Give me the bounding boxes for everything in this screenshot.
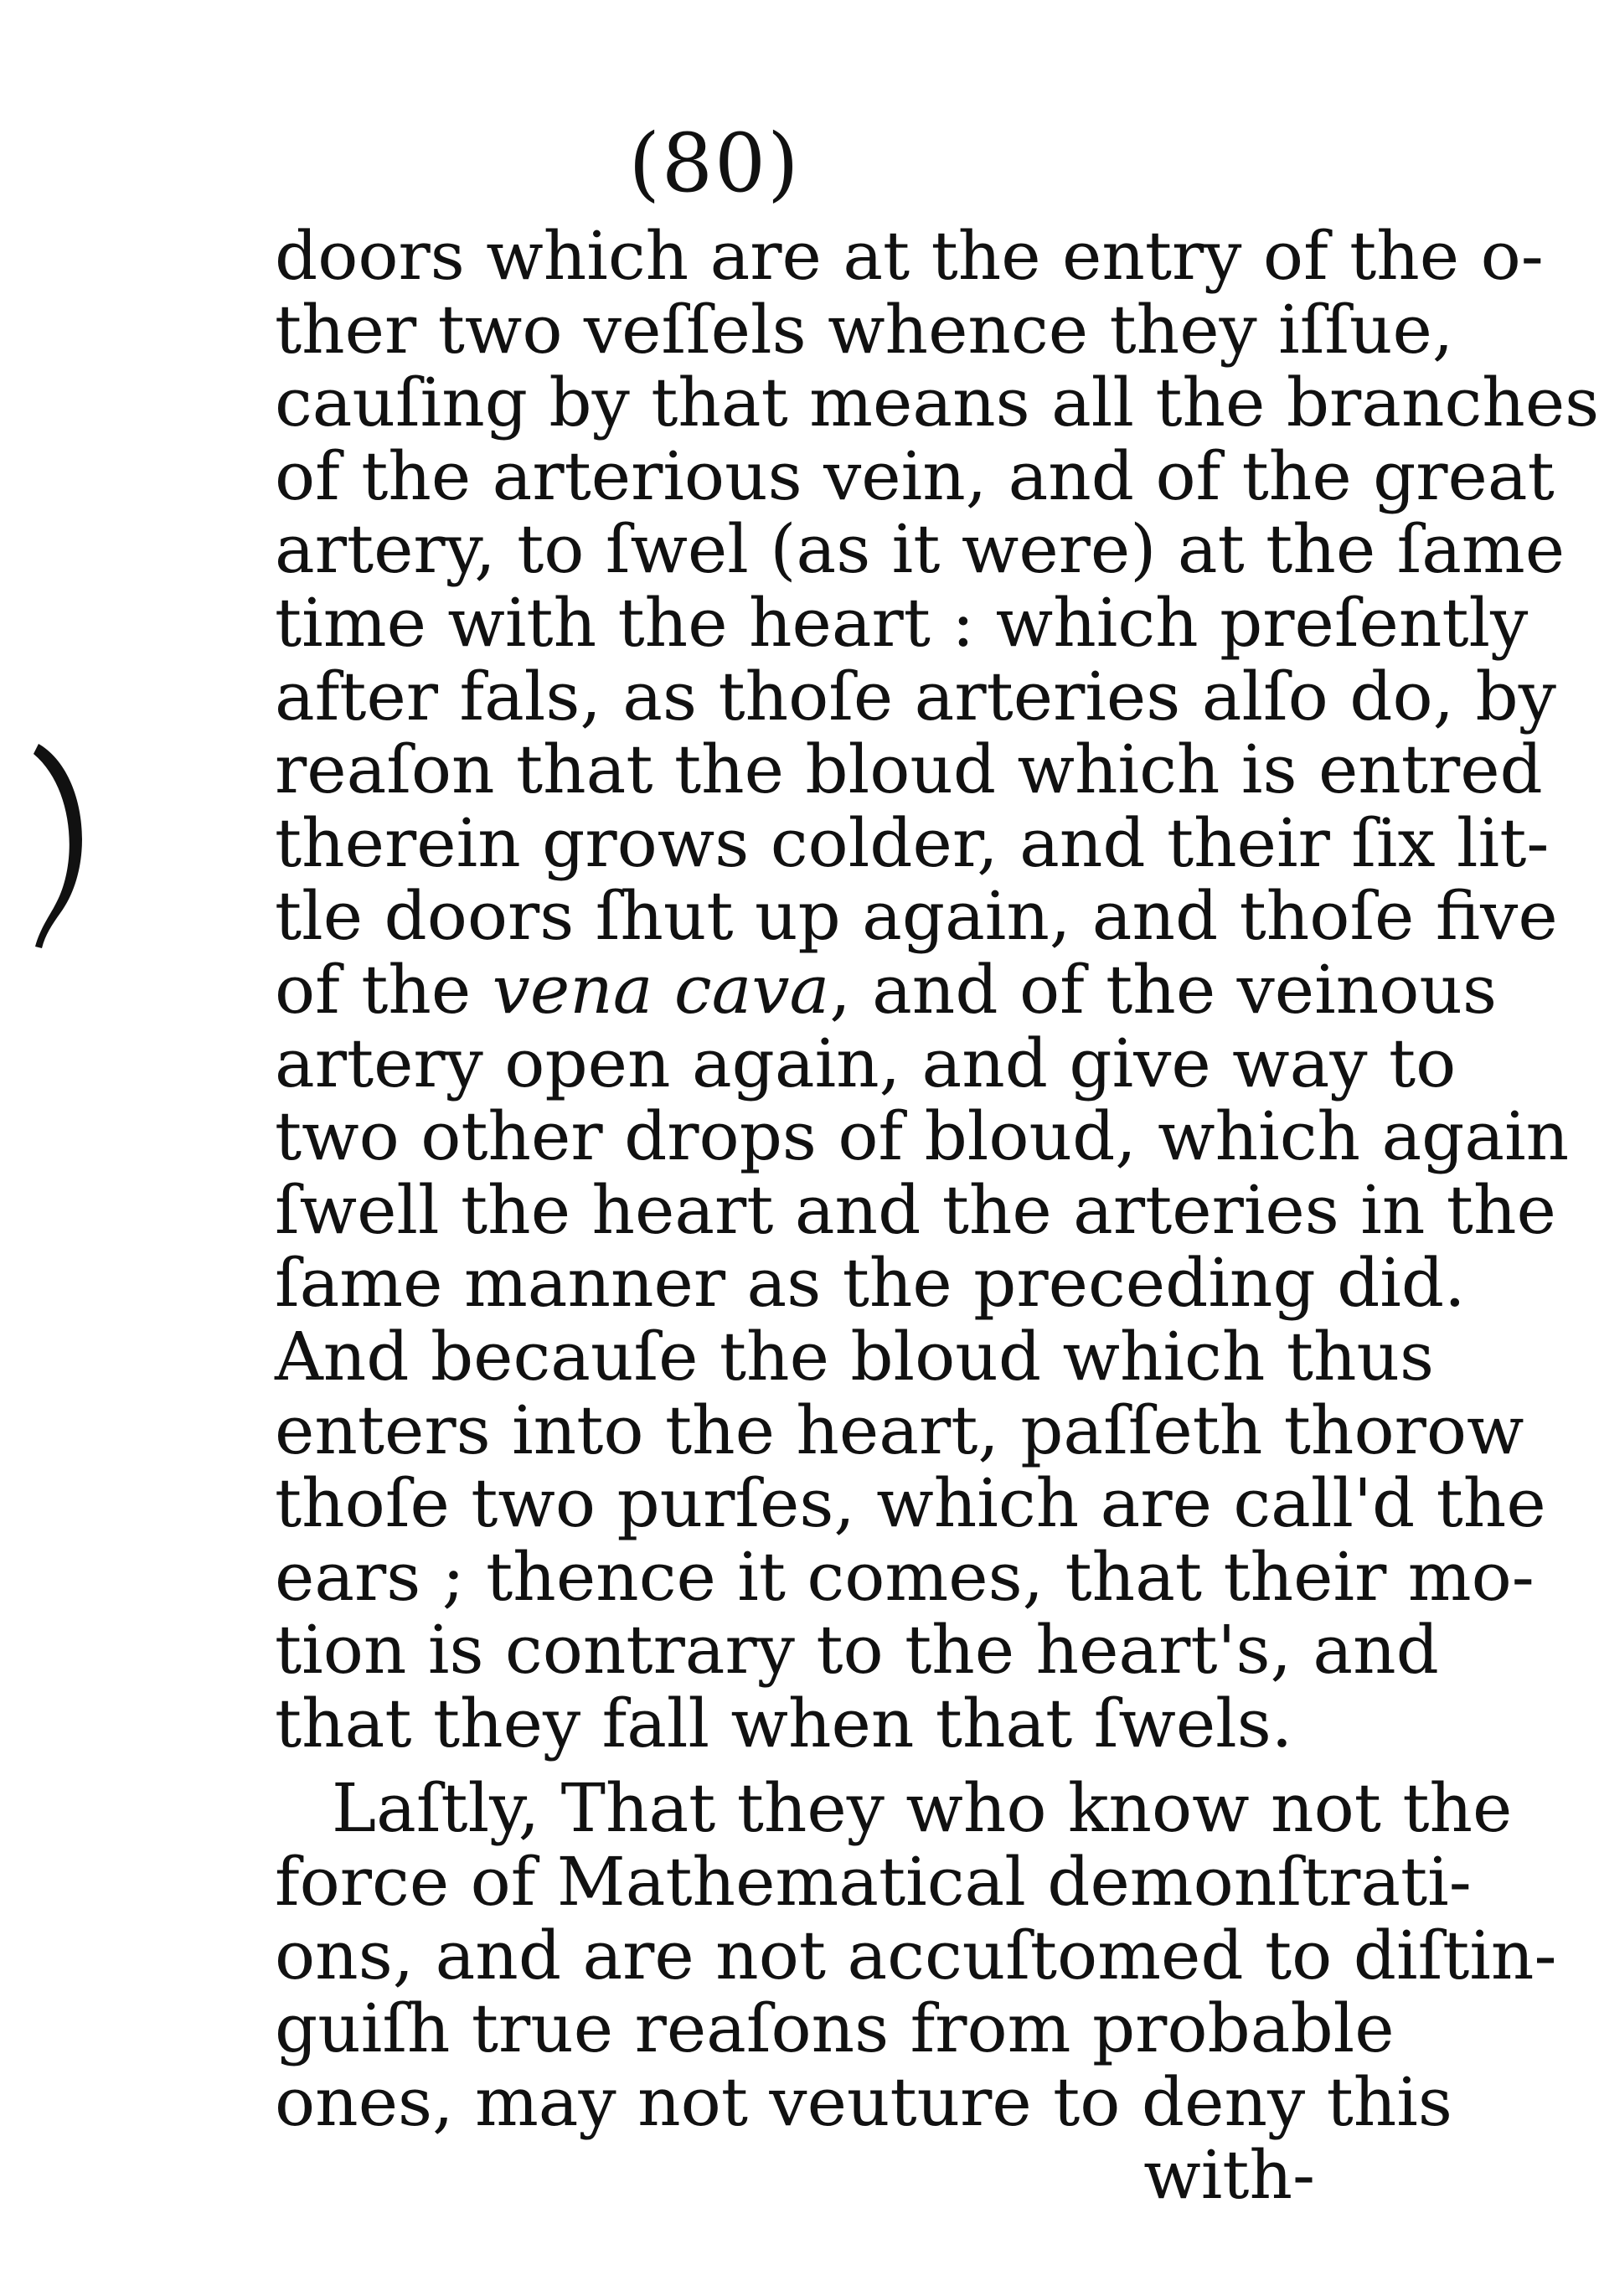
text-line: that they fall when that ſwels. [275, 1684, 1293, 1762]
page-number: (80) [628, 116, 801, 210]
paragraph-1 [275, 217, 1599, 1762]
text-line: of the arterious vein, and of the great [275, 436, 1555, 515]
text-line: ſwell the heart and the arteries in the [275, 1170, 1556, 1249]
body-text [275, 217, 1599, 2215]
text-line: ſame manner as the preceding did. [275, 1244, 1466, 1323]
text-line: Laſtly, That they who know not the [332, 1769, 1513, 1848]
text-line: artery, to ſwel (as it were) at the ſame [275, 510, 1565, 589]
text-line: doors which are at the entry of the o- [275, 217, 1544, 295]
text-line: ears ; thence it comes, that their mo- [275, 1537, 1535, 1616]
italic-term-vena-cava: vena cava [492, 950, 830, 1029]
text-line: tle doors ſhut up again, and thoſe five [275, 877, 1558, 956]
text-line: cauſing by that means all the branches [275, 364, 1599, 442]
text-line: ther two veſſels whence they iſſue, [275, 290, 1454, 369]
catchword: with- [1143, 2136, 1315, 2215]
text-line-with-italic [275, 950, 1497, 1029]
text-line: force of Mathematical demonſtrati- [275, 1843, 1472, 1922]
text-line: after fals, as thoſe arteries alſo do, by [275, 657, 1556, 735]
text-line: tion is contrary to the heart's, and [275, 1611, 1439, 1690]
text-line: therein grows colder, and their ſix lit- [275, 803, 1550, 882]
text-segment: , and of the veinous [829, 950, 1497, 1029]
text-line: ons, and are not accuſtomed to diſtin- [275, 1916, 1557, 1994]
text-line: And becauſe the bloud which thus [275, 1317, 1435, 1396]
margin-bracket-mark [27, 737, 94, 955]
text-segment: of the [275, 950, 493, 1029]
text-line: time with the heart : which preſently [275, 583, 1529, 662]
text-line: artery open again, and give way to [275, 1024, 1457, 1102]
text-line: two other drops of bloud, which again [275, 1097, 1570, 1176]
text-line: ones, may not veuture to deny this [275, 2062, 1452, 2141]
text-line: enters into the heart, paſſeth thorow [275, 1390, 1524, 1469]
paragraph-2 [275, 1769, 1557, 2141]
text-line: guiſh true reaſons from probable [275, 1989, 1395, 2068]
text-line: thoſe two purſes, which are call'd the [275, 1464, 1546, 1543]
text-line: reaſon that the bloud which is entred [275, 730, 1543, 809]
